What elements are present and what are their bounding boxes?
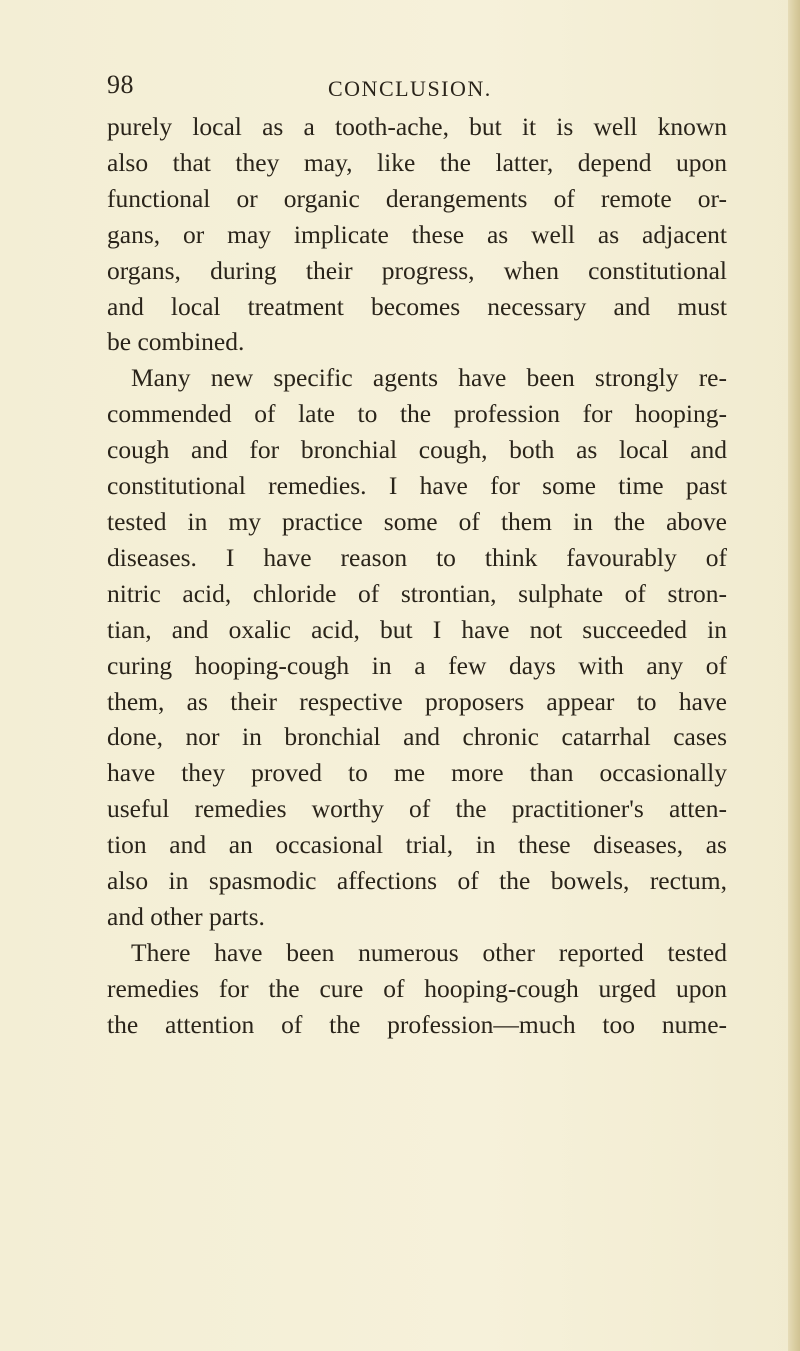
text-line: Many new specific agents have been strongly re-: [131, 363, 727, 393]
text-line: and other parts.: [107, 901, 265, 931]
page-number: 98: [107, 70, 134, 99]
text-line: cough and for bronchial cough, both as local and: [107, 435, 727, 465]
text-line: curing hooping-cough in a few days with any of: [107, 650, 727, 680]
page-edge: [788, 0, 800, 1351]
text-line: gans, or may implicate these as well as adjacent: [107, 219, 727, 249]
text-line: functional or organic derangements of remote or-: [107, 183, 727, 213]
text-line: tion and an occasional trial, in these diseases, as: [107, 830, 727, 860]
text-line: done, nor in bronchial and chronic catarrhal cases: [107, 722, 727, 752]
text-line: also in spasmodic affections of the bowels, rectum,: [107, 866, 727, 896]
text-line: purely local as a tooth-ache, but it is well known: [107, 112, 727, 141]
text-line: tian, and oxalic acid, but I have not succeeded in: [107, 614, 727, 644]
text-line: the attention of the profession—much too nume-: [107, 1009, 727, 1039]
text-line: also that they may, like the latter, depend upon: [107, 147, 727, 177]
text-line: tested in my practice some of them in the above: [107, 506, 727, 536]
text-line: diseases. I have reason to think favourably of: [107, 542, 727, 572]
body-text: [107, 109, 727, 1043]
text-line: nitric acid, chloride of strontian, sulphate of stron-: [107, 578, 727, 608]
text-line: remedies for the cure of hooping-cough urged upon: [107, 973, 727, 1003]
text-line: commended of late to the profession for hooping-: [107, 399, 727, 429]
text-line: have they proved to me more than occasionally: [107, 758, 727, 788]
text-line: be combined.: [107, 327, 245, 357]
text-line: organs, during their progress, when constitutional: [107, 255, 727, 285]
text-line: constitutional remedies. I have for some time past: [107, 471, 727, 501]
text-line: There have been numerous other reported tested: [131, 937, 727, 967]
running-title: CONCLUSION.: [328, 76, 492, 101]
text-line: useful remedies worthy of the practitioner's atten-: [107, 794, 727, 824]
text-line: them, as their respective proposers appear to have: [107, 686, 727, 716]
text-line: and local treatment becomes necessary and must: [107, 291, 727, 321]
